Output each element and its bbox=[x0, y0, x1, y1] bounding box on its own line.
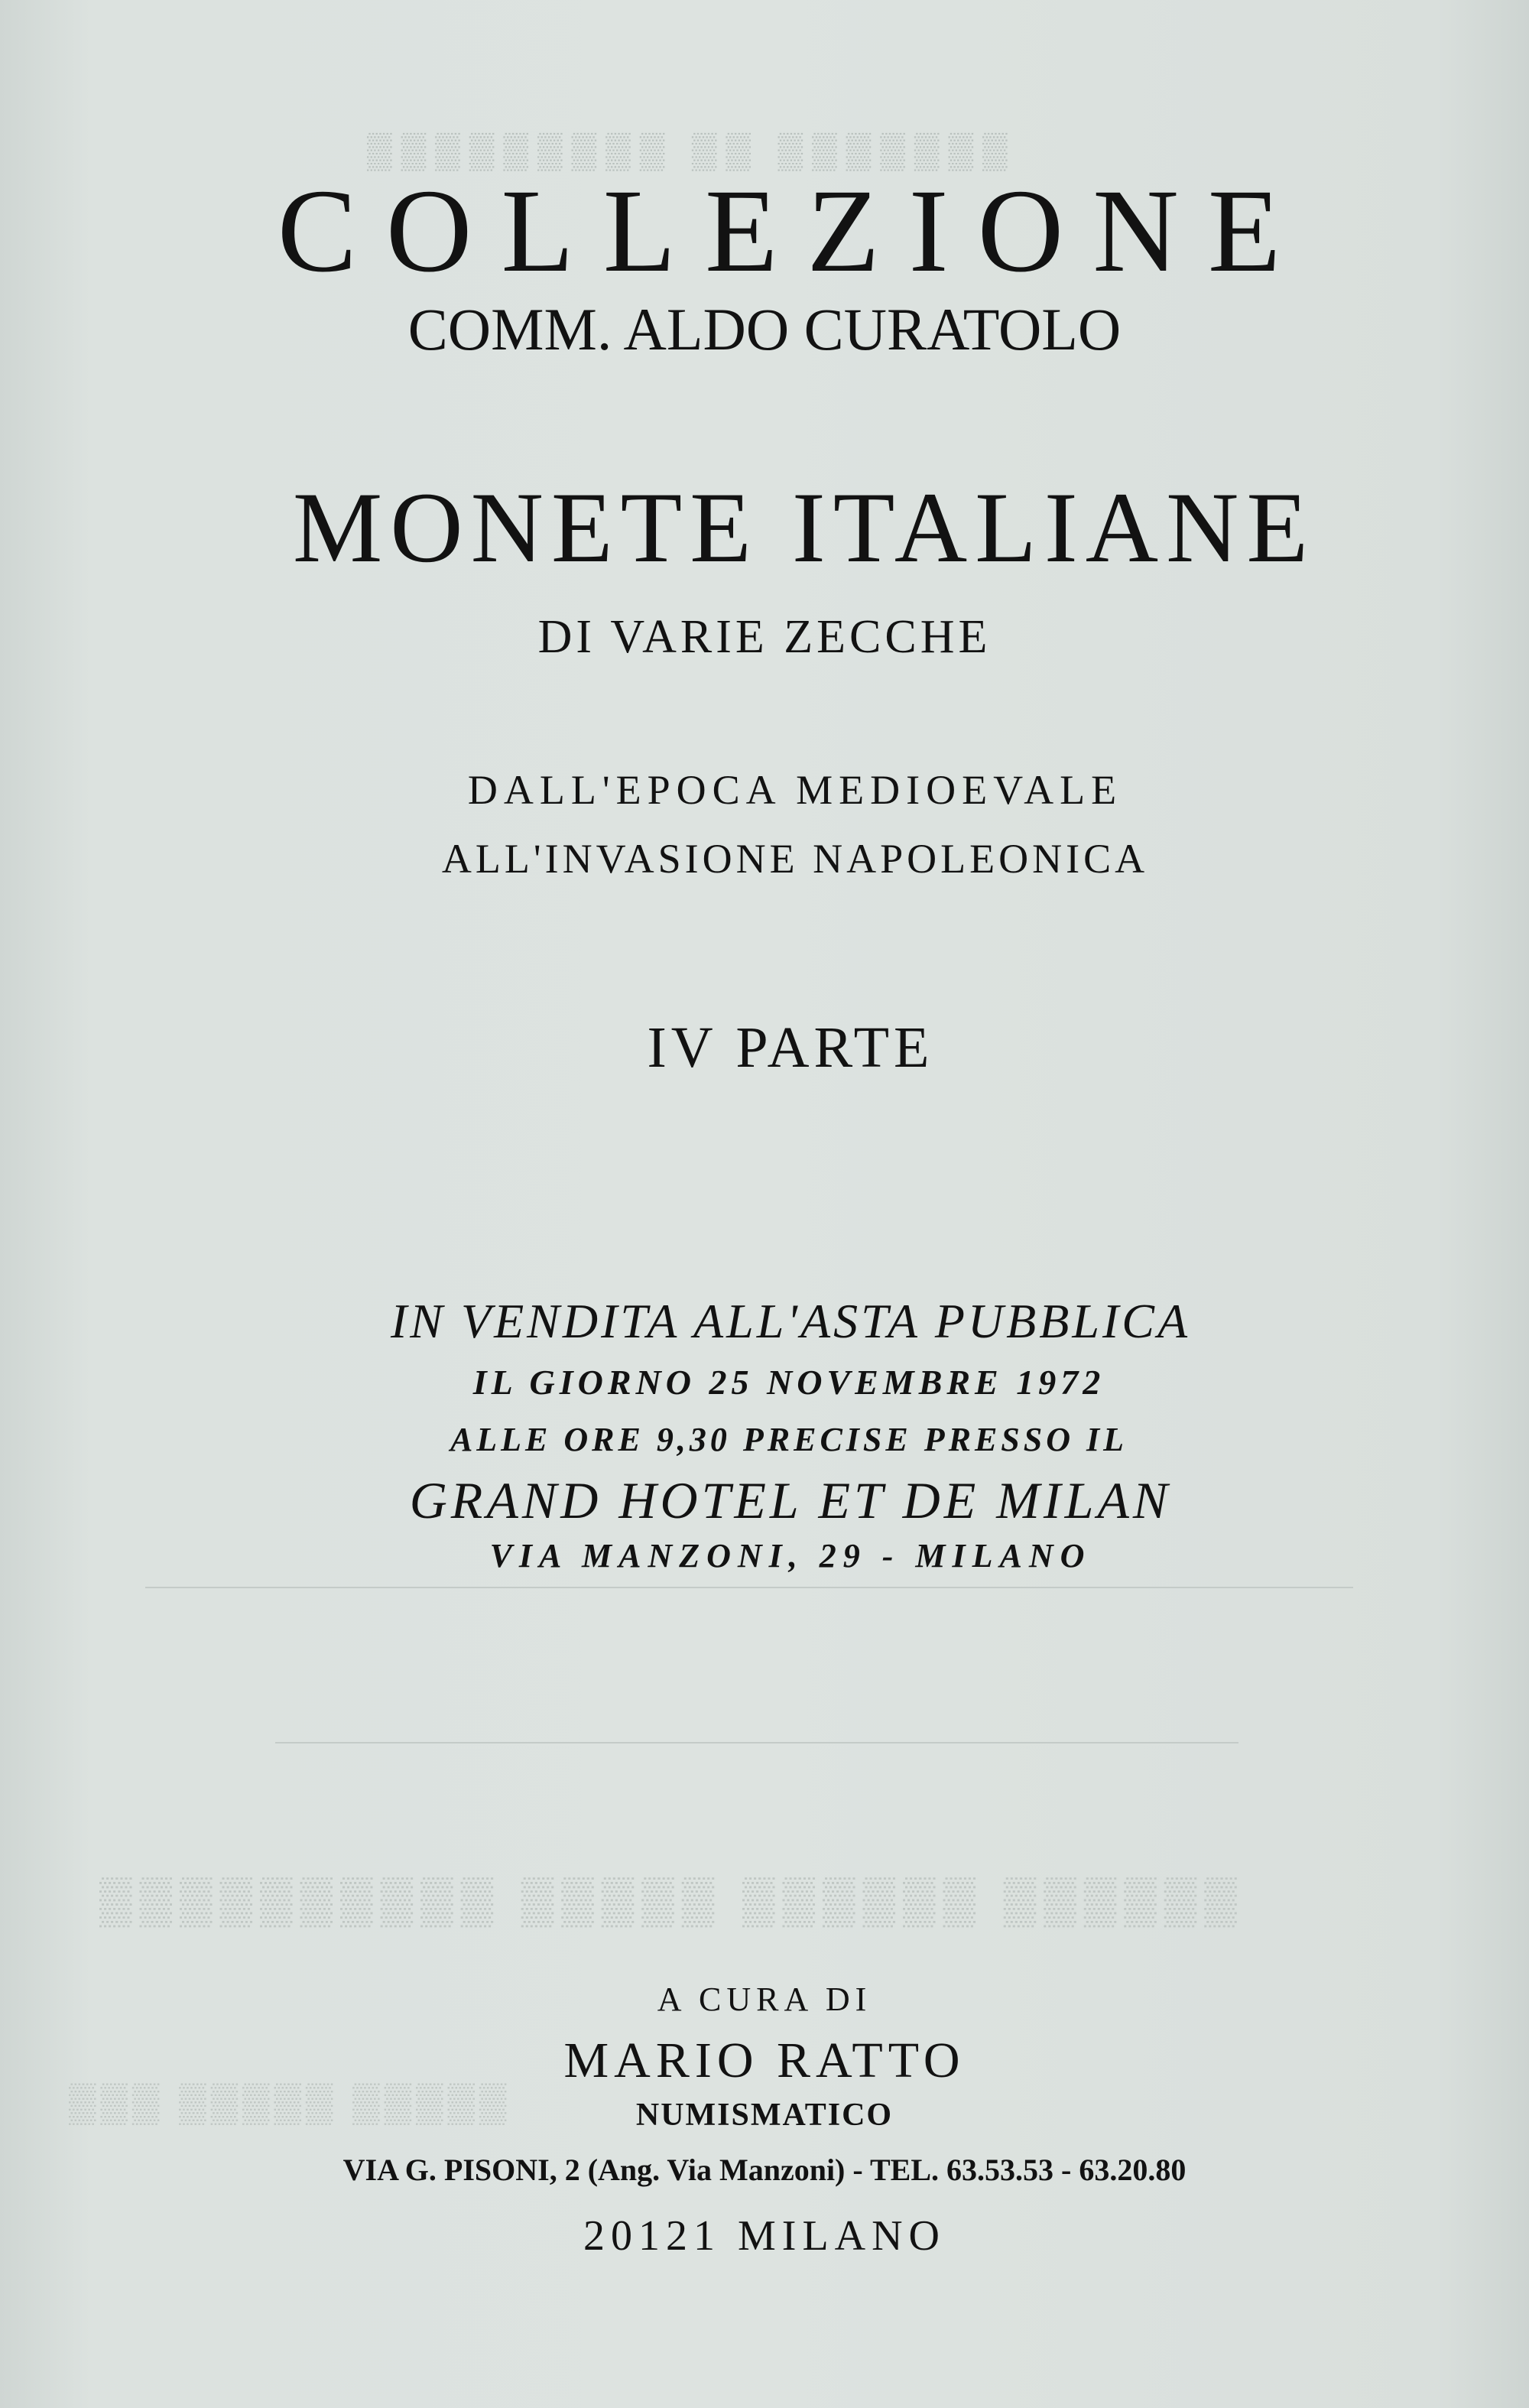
show-through-block: ▒▒▒▒▒▒▒▒▒▒ ▒▒▒▒▒ ▒▒▒▒▒▒ ▒▒▒▒▒▒ bbox=[99, 1874, 1245, 1925]
part-number: IV PARTE bbox=[647, 1016, 934, 1080]
show-through-block-2: ▒▒▒ ▒▒▒▒▒ ▒▒▒▒▒ bbox=[69, 2081, 511, 2124]
curator-city: 20121 MILANO bbox=[583, 2212, 946, 2260]
title-monete-italiane: MONETE ITALIANE bbox=[292, 471, 1316, 583]
title-collector-name: COMM. ALDO CURATOLO bbox=[407, 296, 1122, 362]
auction-time: ALLE ORE 9,30 PRECISE PRESSO IL bbox=[450, 1421, 1128, 1458]
auction-venue: GRAND HOTEL ET DE MILAN bbox=[409, 1471, 1172, 1529]
curator-profession: NUMISMATICO bbox=[635, 2098, 894, 2133]
auction-date: IL GIORNO 25 NOVEMBRE 1972 bbox=[472, 1363, 1105, 1402]
curator-address: VIA G. PISONI, 2 (Ang. Via Manzoni) - TEL. 63.53.53 - 63.20.80 bbox=[342, 2153, 1187, 2187]
show-through-rule-2 bbox=[275, 1742, 1238, 1743]
curator-label: A CURA DI bbox=[657, 1981, 872, 2018]
period-line-1: DALL'EPOCA MEDIOEVALE bbox=[467, 767, 1123, 813]
auction-address: VIA MANZONI, 29 - MILANO bbox=[489, 1537, 1092, 1574]
period-line-2: ALL'INVASIONE NAPOLEONICA bbox=[441, 836, 1149, 882]
show-through-rule-1 bbox=[145, 1587, 1353, 1588]
title-collezione: COLLEZIONE bbox=[277, 164, 1310, 297]
subtitle-zecche: DI VARIE ZECCHE bbox=[537, 611, 992, 663]
curator-name: MARIO RATTO bbox=[563, 2033, 966, 2088]
show-through-heading: ▒▒▒▒▒▒▒▒▒ ▒▒ ▒▒▒▒▒▒▒ bbox=[367, 131, 1017, 170]
auction-line-1: IN VENDITA ALL'ASTA PUBBLICA bbox=[390, 1294, 1191, 1348]
